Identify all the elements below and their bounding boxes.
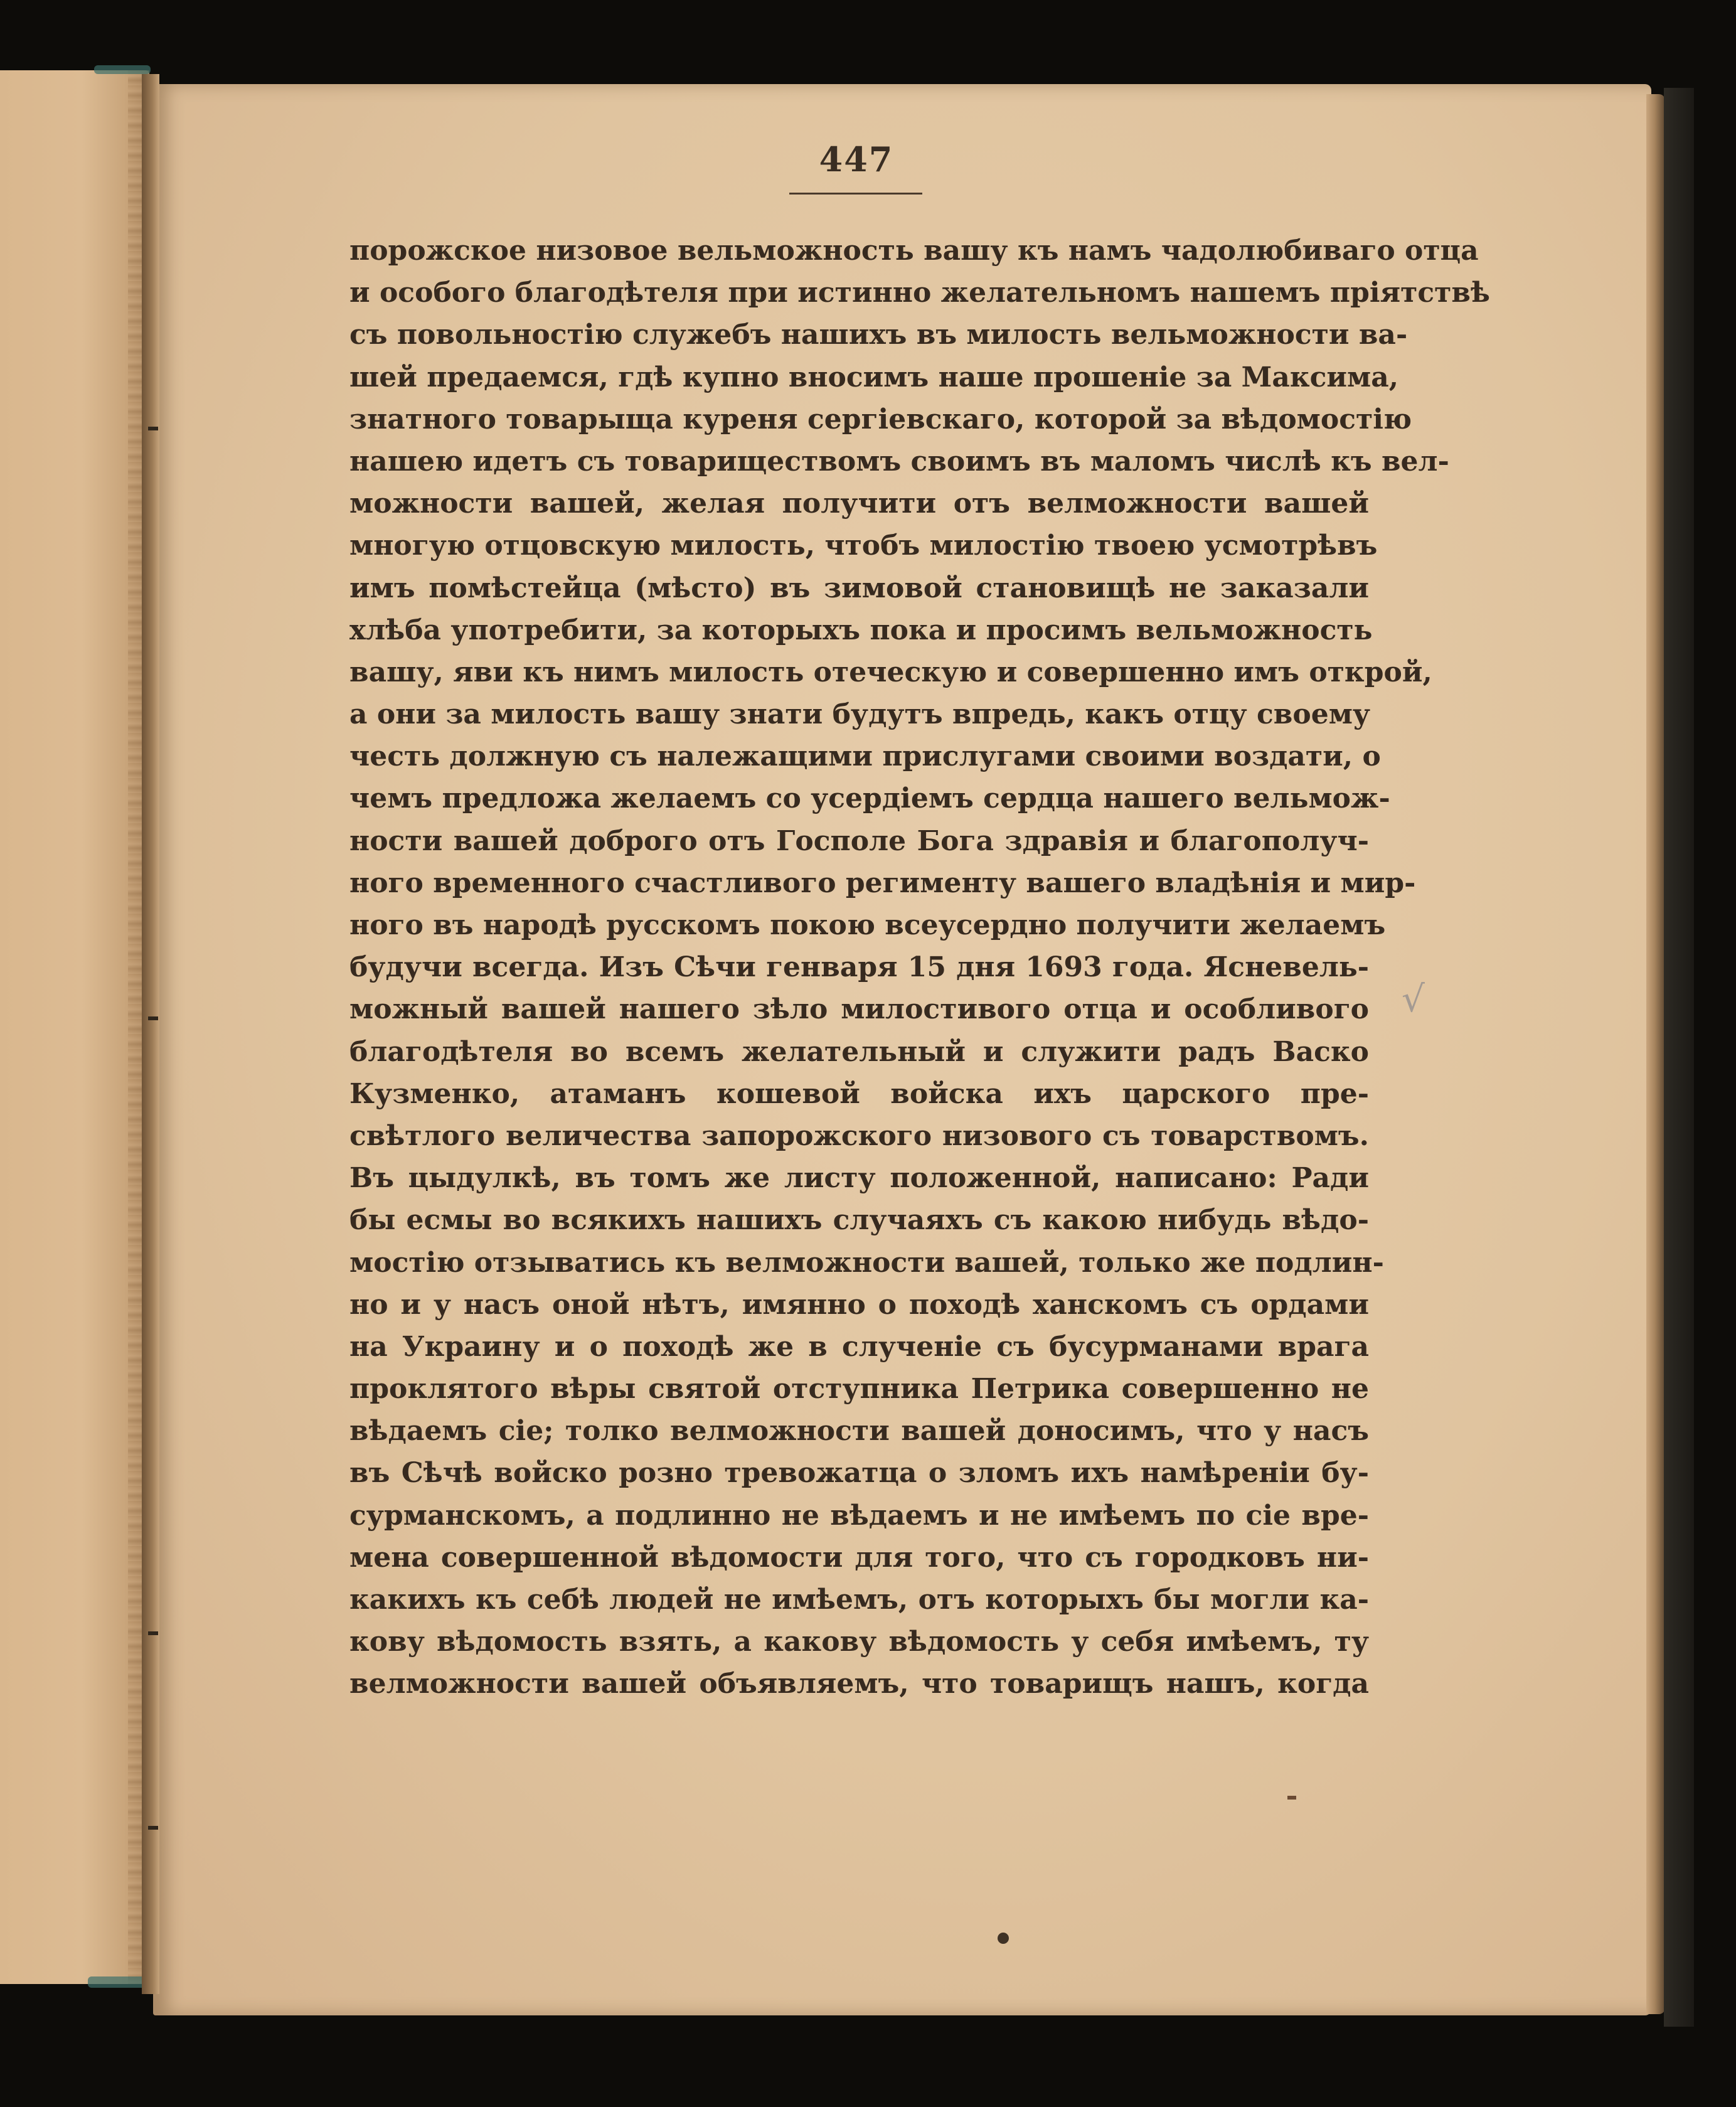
gutter-mark — [148, 1631, 158, 1635]
text-line: имъ помѣстейца (мѣсто) въ зимовой становищѣ не заказали — [349, 572, 1369, 604]
page-number: 447 — [819, 139, 894, 179]
text-line: мостію отзыватись къ велможности вашей, только же подлин- — [349, 1246, 1384, 1279]
gutter-mark — [148, 1826, 158, 1830]
text-line: сурманскомъ, а подлинно не вѣдаемъ и не имѣемъ по сіе вре- — [349, 1499, 1369, 1532]
page-gutter — [142, 74, 159, 1994]
text-line: мена совершенной вѣдомости для того, что съ городковъ ни- — [349, 1541, 1369, 1574]
text-line: проклятого вѣры святой отступника Петрика совершенно не — [349, 1373, 1369, 1406]
text-line: честь должную съ належащими прислугами своими воздати, о — [349, 740, 1381, 773]
text-line: знатного товарыща куреня сергіевскаго, которой за вѣдомостію — [349, 403, 1412, 435]
text-line: но и у насъ оной нѣтъ, имянно о походѣ ханскомъ съ ордами — [349, 1288, 1369, 1321]
text-line: вашу, яви къ нимъ милость отеческую и совершенно имъ открой, — [349, 656, 1432, 688]
gutter-mark — [148, 427, 158, 430]
text-line: благодѣтеля во всемъ желательный и служити радъ Васко — [349, 1035, 1369, 1068]
page-right-edge — [1646, 94, 1665, 2014]
text-line: и особого благодѣтеля при истинно желательномъ нашемъ пріятствѣ — [349, 277, 1490, 309]
ink-speck — [1287, 1796, 1296, 1800]
text-line: ного въ народѣ русскомъ покою всеусердно получити желаемъ — [349, 909, 1386, 941]
text-line: ного временного счастливого регименту вашего владѣнія и мир- — [349, 867, 1416, 899]
text-line: свѣтлого величества запорожского низового съ товарствомъ. — [349, 1119, 1369, 1152]
left-page-edge — [0, 70, 149, 1984]
page-body-text — [349, 230, 1490, 1705]
text-line: а они за милость вашу знати будутъ впредь, какъ отцу своему — [349, 698, 1371, 731]
text-line: можный вашей нашего зѣло милостивого отца и особливого — [349, 993, 1369, 1026]
text-line: въ Сѣчѣ войско розно тревожатца о зломъ ихъ намѣреніи бу- — [349, 1457, 1369, 1490]
text-line: съ повольностію служебъ нашихъ въ милость вельможности ва- — [349, 319, 1408, 351]
text-line: кову вѣдомость взять, а какову вѣдомость у себя имѣемъ, ту — [349, 1626, 1369, 1658]
text-line: будучи всегда. Изъ Сѣчи генваря 15 дня 1693 года. Ясневель- — [349, 951, 1369, 984]
binding-thread-top — [94, 65, 151, 74]
ink-dot — [998, 1933, 1009, 1944]
text-line: многую отцовскую милость, чтобъ милостію твоею усмотрѣвъ — [349, 530, 1378, 562]
text-line: какихъ къ себѣ людей не имѣемъ, отъ которыхъ бы могли ка- — [349, 1584, 1369, 1616]
text-line: велможности вашей объявляемъ, что товарищъ нашъ, когда — [349, 1668, 1369, 1700]
text-line: шей предаемся, гдѣ купно вносимъ наше прошеніе за Максима, — [349, 361, 1399, 393]
text-line: Въ цыдулкѣ, въ томъ же листу положенной, написано: Ради — [349, 1162, 1369, 1195]
gutter-mark — [148, 1016, 158, 1020]
text-line: Кузменко, атаманъ кошевой войска ихъ царского пре- — [349, 1077, 1369, 1110]
text-line: вѣдаемъ сіе; толко велможности вашей доносимъ, что у насъ — [349, 1415, 1369, 1448]
text-line: чемъ предложа желаемъ со усердіемъ сердца нашего вельмож- — [349, 782, 1390, 815]
page-number-underline — [789, 193, 922, 195]
book-cover-edge — [1664, 88, 1694, 2027]
text-line: на Украину и о походѣ же в слученіе съ бусурманами врага — [349, 1330, 1369, 1363]
pencil-check-mark: √ — [1402, 978, 1425, 1020]
text-line: хлѣба употребити, за которыхъ пока и просимъ вельможность — [349, 614, 1373, 646]
text-line: можности вашей, желая получити отъ велможности вашей — [349, 488, 1369, 520]
text-line: нашею идетъ съ товариществомъ своимъ въ маломъ числѣ къ вел- — [349, 445, 1449, 477]
text-line: бы есмы во всякихъ нашихъ случаяхъ съ какою нибудь вѣдо- — [349, 1204, 1369, 1237]
text-line: ности вашей доброго отъ Госполе Бога здравія и благополуч- — [349, 824, 1369, 857]
text-line: порожское низовое вельможность вашу къ намъ чадолюбиваго отца — [349, 235, 1479, 267]
